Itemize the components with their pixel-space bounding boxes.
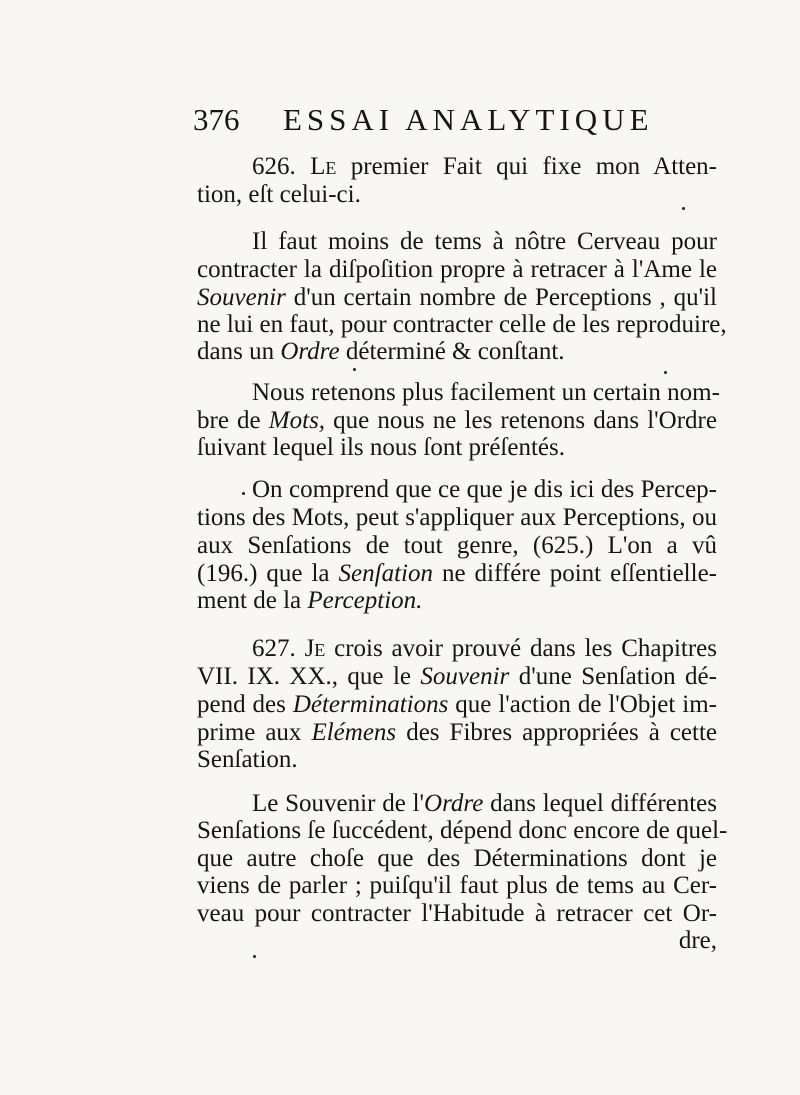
text-line: Senſations ſe ſuccédent, dépend donc encore de quel-: [197, 817, 728, 844]
text-line: Le Souvenir de l'Ordre dans lequel différentes: [252, 790, 718, 817]
text-line: (196.) que la Senſation ne différe point eſſentielle-: [197, 560, 717, 587]
text-line: VII. IX. XX., que le Souvenir d'une Senſation dé-: [197, 663, 717, 690]
text-line: aux Senſations de tout genre, (625.) L'on a vû: [197, 532, 717, 559]
text-line: que autre choſe que des Déterminations dont je: [197, 845, 717, 872]
text-line: 626. Le premier Fait qui fixe mon Atten-: [252, 153, 718, 180]
text-line: ment de la Perception.: [197, 587, 423, 614]
text-line: pend des Déterminations que l'action de l'Objet im-: [197, 691, 718, 718]
scan-speck: [664, 371, 667, 374]
text-line: Nous retenons plus facilement un certain nom-: [252, 379, 720, 406]
scan-speck: [242, 492, 245, 495]
text-line: Senſation.: [197, 746, 298, 773]
lead-word: Le: [310, 153, 337, 180]
section-number: 626.: [252, 153, 296, 180]
text-line: dre,: [678, 927, 717, 954]
text-line: veau pour contracter l'Habitude à retracer cet Or-: [197, 900, 717, 927]
section-number: 627.: [252, 635, 296, 662]
page-number: 376: [193, 102, 240, 137]
scan-speck: [682, 207, 685, 210]
running-title: ESSAI ANALYTIQUE: [283, 102, 654, 137]
text-line: dans un Ordre déterminé & conſtant.: [197, 338, 565, 365]
text-line: Il faut moins de tems à nôtre Cerveau pour: [252, 228, 717, 255]
text-line: tions des Mots, peut s'appliquer aux Perceptions, ou: [197, 504, 717, 531]
text-line: bre de Mots, que nous ne les retenons dans l'Ordre: [197, 407, 717, 434]
page-header: [193, 100, 733, 140]
text-line: prime aux Elémens des Fibres appropriées à cette: [197, 719, 717, 746]
text-line: ne lui en faut, pour contracter celle de les reproduire,: [197, 311, 727, 338]
lead-word: Je: [304, 635, 326, 662]
text-line: On comprend que ce que je dis ici des Percep-: [252, 476, 717, 503]
text-line: ſuivant lequel ils nous ſont préſentés.: [197, 434, 565, 461]
text-line: tion, eſt celui-ci.: [197, 181, 361, 208]
text-line: 627. Je crois avoir prouvé dans les Chapitres: [252, 635, 718, 662]
scan-speck: [253, 955, 256, 958]
text-line: contracter la diſpoſition propre à retracer à l'Ame le: [197, 256, 717, 283]
text-line: Souvenir d'un certain nombre de Perceptions , qu'il: [197, 284, 717, 311]
text-line: viens de parler ; puiſqu'il faut plus de tems au Cer-: [197, 872, 717, 899]
scan-speck: [353, 368, 356, 371]
